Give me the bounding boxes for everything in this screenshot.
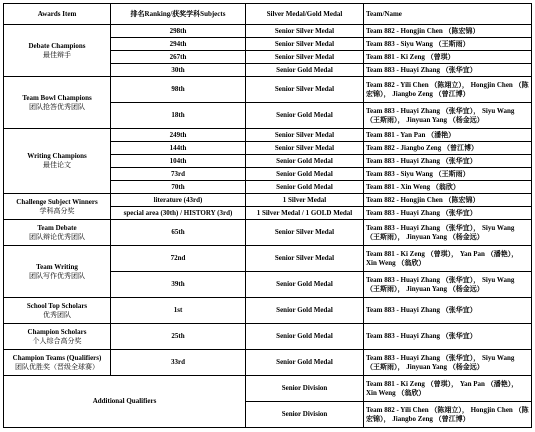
header-ranking: 排名Ranking/获奖学科Subjects — [111, 4, 246, 25]
award-name: Champion Scholars — [27, 327, 87, 336]
medal-cell: Senior Gold Medal — [246, 155, 364, 168]
award-name: Additional Qualifiers — [92, 397, 157, 405]
medal-cell: Senior Division — [246, 402, 364, 428]
award-name-zh: 最佳论文 — [43, 161, 71, 169]
award-name: Challenge Subject Winners — [16, 197, 98, 206]
ranking-cell: 65th — [111, 220, 246, 246]
header-team-name: Team/Name — [364, 4, 532, 25]
team-cell: Team 882 - Hongjin Chen （陈宏锦） — [364, 194, 532, 207]
table-row — [4, 77, 532, 103]
ranking-cell: 298th — [111, 25, 246, 38]
team-cell: Team 883 - Siyu Wang （王斯雨） — [364, 168, 532, 181]
award-name-zh: 学科高分奖 — [39, 206, 75, 215]
medal-cell: Senior Gold Medal — [246, 298, 364, 324]
medal-cell: Senior Silver Medal — [246, 142, 364, 155]
team-cell: Team 882 - Yili Chen （陈翊立）， Hongjin Chen （陈宏锦）， Jiangbo Zeng （曾江博） — [364, 402, 532, 428]
award-name-zh: 团队写作优秀团队 — [29, 271, 85, 280]
table-row — [4, 220, 532, 246]
award-name: Team Bowl Champions — [22, 93, 92, 102]
medal-cell: Senior Gold Medal — [246, 324, 364, 350]
table-row — [4, 194, 532, 207]
ranking-cell: 39th — [111, 272, 246, 298]
ranking-cell: 267th — [111, 51, 246, 64]
team-cell: Team 883 - Siyu Wang （王斯雨） — [364, 38, 532, 51]
ranking-cell: special area (30th) / HISTORY (3rd) — [111, 207, 246, 220]
awards-table — [3, 3, 532, 428]
medal-cell: Senior Silver Medal — [246, 129, 364, 142]
award-name: Team Debate — [37, 223, 77, 232]
award-name-zh: 优秀团队 — [43, 310, 71, 319]
ranking-cell: 144th — [111, 142, 246, 155]
team-cell: Team 883 - Huayi Zhang （张华宜） — [364, 298, 532, 324]
table-row — [4, 129, 532, 142]
award-item-cell — [4, 129, 111, 194]
medal-cell: Senior Silver Medal — [246, 25, 364, 38]
ranking-cell: 249th — [111, 129, 246, 142]
team-cell: Team 881 - Ki Zeng （曾琪） — [364, 51, 532, 64]
ranking-cell: 73rd — [111, 168, 246, 181]
table-row — [4, 25, 532, 38]
medal-cell: Senior Gold Medal — [246, 64, 364, 77]
ranking-cell: 98th — [111, 77, 246, 103]
ranking-cell: 33rd — [111, 350, 246, 376]
team-cell: Team 881 - Ki Zeng （曾琪）， Yan Pan （潘艳）， Xin Weng （翁欣） — [364, 246, 532, 272]
team-cell: Team 881 - Xin Weng （翁欣） — [364, 181, 532, 194]
award-name: Team Writing — [36, 262, 78, 271]
award-item-cell — [4, 194, 111, 220]
medal-cell: Senior Gold Medal — [246, 103, 364, 129]
team-cell: Team 881 - Ki Zeng （曾琪）， Yan Pan （潘艳）， Xin Weng （翁欣） — [364, 376, 532, 402]
medal-cell: Senior Gold Medal — [246, 350, 364, 376]
table-row — [4, 376, 532, 402]
team-cell: Team 883 - Huayi Zhang （张华宜）， Siyu Wang （王斯雨）， Jinyuan Yang （杨金远） — [364, 350, 532, 376]
ranking-cell: 25th — [111, 324, 246, 350]
team-cell: Team 883 - Huayi Zhang （张华宜）， Siyu Wang （王斯雨）， Jinyuan Yang （杨金远） — [364, 220, 532, 246]
award-item-cell — [4, 25, 111, 77]
header-medal: Silver Medal/Gold Medal — [246, 4, 364, 25]
ranking-cell: 1st — [111, 298, 246, 324]
award-name-zh: 团队抢答优秀团队 — [29, 102, 85, 111]
award-name-zh: 团队辩论优秀团队 — [29, 232, 85, 241]
team-cell: Team 881 - Yan Pan （潘艳） — [364, 129, 532, 142]
ranking-cell: literature (43rd) — [111, 194, 246, 207]
ranking-cell: 294th — [111, 38, 246, 51]
team-cell: Team 883 - Huayi Zhang （张华宜） — [364, 207, 532, 220]
table-row — [4, 246, 532, 272]
award-item-cell — [4, 298, 111, 324]
award-item-cell — [4, 324, 111, 350]
medal-cell: Senior Silver Medal — [246, 220, 364, 246]
medal-cell: 1 Silver Medal — [246, 194, 364, 207]
team-cell: Team 883 - Huayi Zhang （张华宜）， Siyu Wang （王斯雨）， Jinyuan Yang （杨金远） — [364, 272, 532, 298]
team-cell: Team 883 - Huayi Zhang （张华宜） — [364, 155, 532, 168]
award-name-zh: 最佳辩手 — [43, 50, 71, 59]
header-row — [4, 4, 532, 25]
award-item-cell — [4, 376, 246, 428]
award-item-cell — [4, 246, 111, 298]
medal-cell: Senior Gold Medal — [246, 168, 364, 181]
award-name: Writing Champions — [27, 152, 87, 160]
award-name: Debate Champions — [28, 41, 86, 50]
header-awards-item: Awards Item — [4, 4, 111, 25]
medal-cell: Senior Silver Medal — [246, 246, 364, 272]
medal-cell: Senior Division — [246, 376, 364, 402]
team-cell: Team 883 - Huayi Zhang （张华宜） — [364, 64, 532, 77]
medal-cell: Senior Silver Medal — [246, 51, 364, 64]
award-item-cell — [4, 350, 111, 376]
table-row — [4, 324, 532, 350]
medal-cell: 1 Silver Medal / 1 GOLD Medal — [246, 207, 364, 220]
team-cell: Team 883 - Huayi Zhang （张华宜） — [364, 324, 532, 350]
ranking-cell: 30th — [111, 64, 246, 77]
ranking-cell: 70th — [111, 181, 246, 194]
medal-cell: Senior Gold Medal — [246, 272, 364, 298]
medal-cell: Senior Silver Medal — [246, 77, 364, 103]
award-name-zh: 个人综合高分奖 — [32, 336, 82, 345]
award-item-cell — [4, 77, 111, 129]
medal-cell: Senior Gold Medal — [246, 181, 364, 194]
team-cell: Team 882 - Yili Chen （陈翊立）， Hongjin Chen （陈宏锦）， Jiangbo Zeng （曾江博） — [364, 77, 532, 103]
award-name-zh: 团队优胜奖（晋级全球赛） — [15, 362, 99, 371]
table-row — [4, 350, 532, 376]
medal-cell: Senior Silver Medal — [246, 38, 364, 51]
award-name: School Top Scholars — [26, 301, 88, 310]
award-item-cell — [4, 220, 111, 246]
team-cell: Team 882 - Hongjin Chen （陈宏锦） — [364, 25, 532, 38]
ranking-cell: 18th — [111, 103, 246, 129]
team-cell: Team 883 - Huayi Zhang （张华宜）， Siyu Wang （王斯雨）， Jinyuan Yang （杨金远） — [364, 103, 532, 129]
ranking-cell: 72nd — [111, 246, 246, 272]
table-row — [4, 298, 532, 324]
award-name: Champion Teams (Qualifiers) — [12, 353, 102, 362]
ranking-cell: 104th — [111, 155, 246, 168]
team-cell: Team 882 - Jiangbo Zeng （曾江博） — [364, 142, 532, 155]
